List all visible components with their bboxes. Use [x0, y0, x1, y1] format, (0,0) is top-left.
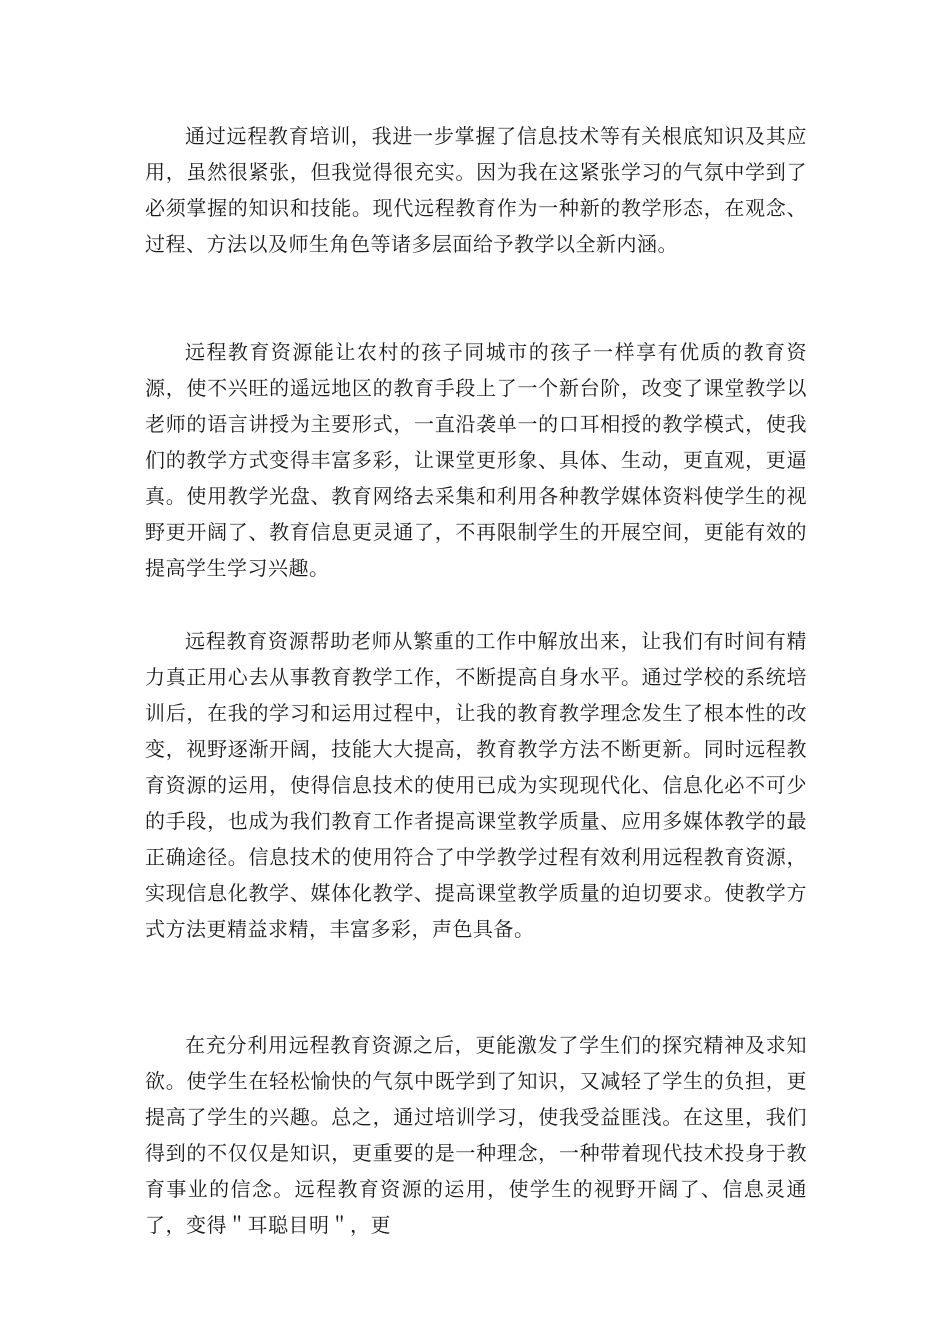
- body-paragraph: 在充分利用远程教育资源之后，更能激发了学生们的探究精神及求知欲。使学生在轻松愉快的气氛中既学到了知识，又减轻了学生的负担，更提高了学生的兴趣。总之，通过培训学习，使我受益匪浅。在这里，我们得到的不仅仅是知识，更重要的是一种理念，一种带着现代技术投身于教育事业的信念。远程教育资源的运用，使学生的视野开阔了、信息灵通了，变得＂耳聪目明＂，更: [145, 1033, 807, 1237]
- body-paragraph: 远程教育资源能让农村的孩子同城市的孩子一样享有优质的教育资源，使不兴旺的遥远地区的教育手段上了一个新台阶，改变了课堂教学以老师的语言讲授为主要形式，一直沿袭单一的口耳相授的教学模式，使我们的教学方式变得丰富多彩，让课堂更形象、具体、生动，更直观，更逼真。使用教学光盘、教育网络去采集和利用各种教学媒体资料使学生的视野更开阔了、教育信息更灵通了，不再限制学生的开展空间，更能有效的提高学生学习兴趣。: [145, 340, 807, 580]
- body-paragraph: 通过远程教育培训，我进一步掌握了信息技术等有关根底知识及其应用，虽然很紧张，但我觉得很充实。因为我在这紧张学习的气氛中学到了必须掌握的知识和技能。现代远程教育作为一种新的教学形态，在观念、过程、方法以及师生角色等诸多层面给予教学以全新内涵。: [145, 124, 807, 256]
- body-paragraph: 远程教育资源帮助老师从繁重的工作中解放出来，让我们有时间有精力真正用心去从事教育教学工作，不断提高自身水平。通过学校的系统培训后，在我的学习和运用过程中，让我的教育教学理念发生了根本性的改变，视野逐渐开阔，技能大大提高，教育教学方法不断更新。同时远程教育资源的运用，使得信息技术的使用已成为实现现代化、信息化必不可少的手段，也成为我们教育工作者提高课堂教学质量、应用多媒体教学的最正确途径。信息技术的使用符合了中学教学过程有效利用远程教育资源，实现信息化教学、媒体化教学、提高课堂教学质量的迫切要求。使教学方式方法更精益求精，丰富多彩，声色具备。: [145, 629, 807, 941]
